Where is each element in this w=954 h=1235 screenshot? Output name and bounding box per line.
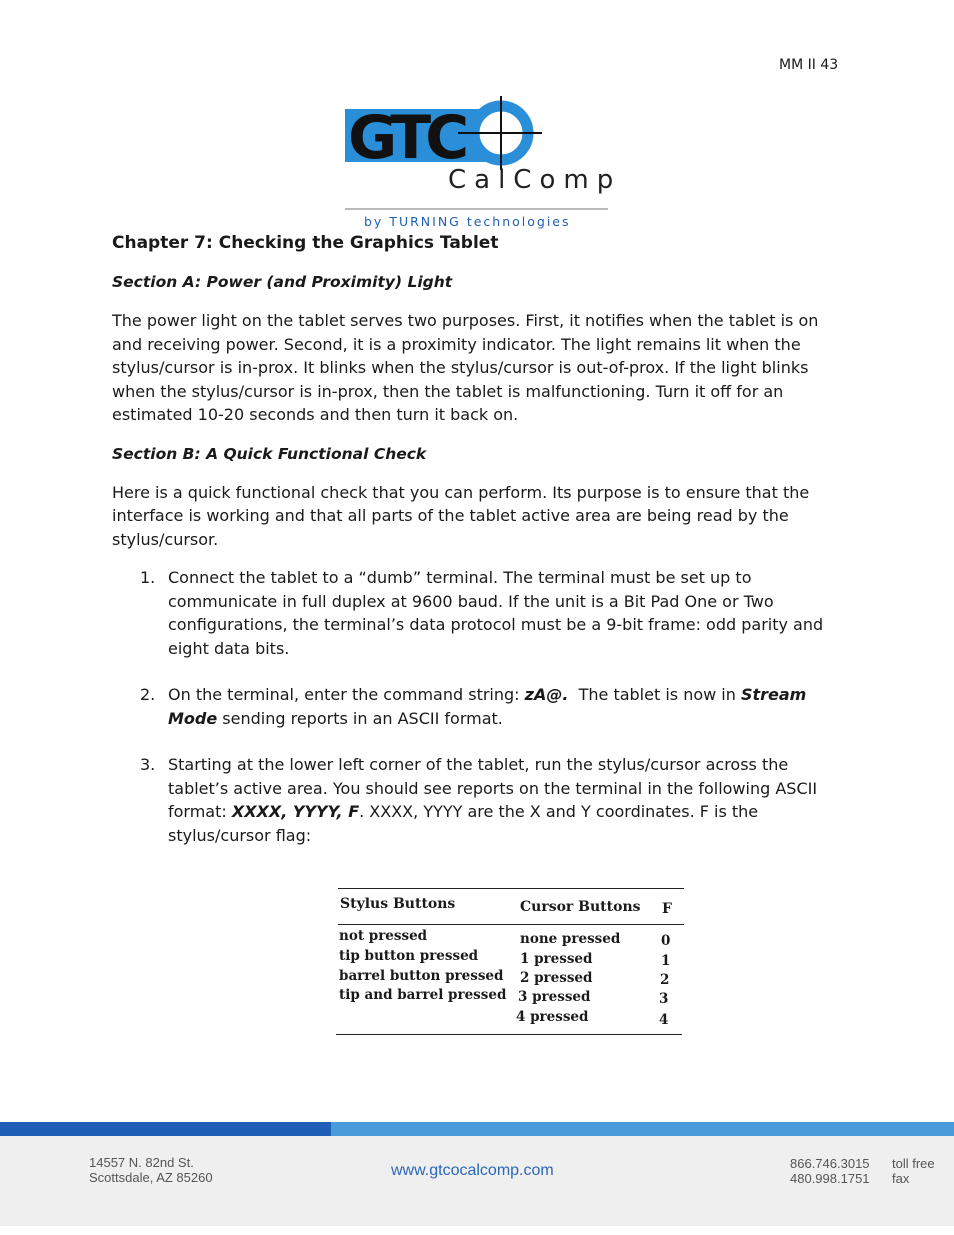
flag-cell: 2 <box>660 972 670 988</box>
page-footer <box>0 1122 954 1235</box>
flag-cell: 1 <box>661 953 671 969</box>
command-string: zA@. <box>524 685 569 704</box>
step-text: . XXXX, YYYY are the X and Y coordinates. F is the stylus/cursor flag: <box>168 802 759 845</box>
footer-website-link[interactable]: www.gtcocalcomp.com <box>391 1162 554 1179</box>
flag-cell: 0 <box>661 933 671 949</box>
cursor-cell: 4 pressed <box>516 1009 589 1025</box>
list-item <box>112 566 847 660</box>
document-body <box>112 231 847 847</box>
flag-cell: 3 <box>659 991 669 1007</box>
section-b-heading: Section B: A Quick Functional Check <box>112 444 427 463</box>
footer-phone-labels <box>892 1156 935 1186</box>
logo-letters: GTC <box>348 103 464 173</box>
address-line-1: 14557 N. 82nd St. <box>89 1155 194 1170</box>
footer-bar-dark <box>0 1122 331 1136</box>
stream-mode-label: Stream Mode <box>168 685 807 728</box>
flag-table <box>336 886 686 1044</box>
list-item <box>112 753 847 847</box>
page-number: MM II 43 <box>779 57 839 73</box>
cursor-cell: 1 pressed <box>520 951 593 967</box>
footer-address <box>89 1155 213 1185</box>
list-item <box>112 683 847 730</box>
stylus-cell: tip and barrel pressed <box>339 987 507 1003</box>
logo-brand: CalComp <box>448 165 615 195</box>
section-a-heading: Section A: Power (and Proximity) Light <box>112 273 453 291</box>
step-number: 2. <box>140 685 156 704</box>
step-number: 3. <box>140 755 156 774</box>
step-number: 1. <box>140 568 156 587</box>
steps-list <box>112 566 847 847</box>
phone-fax: 480.998.1751 <box>790 1171 870 1186</box>
header-stylus-buttons: Stylus Buttons <box>340 896 456 912</box>
address-line-2: Scottsdale, AZ 85260 <box>89 1170 213 1185</box>
step-text: sending reports in an ASCII format. <box>217 708 503 728</box>
table-rule-top <box>338 888 684 889</box>
step-text: On the terminal, enter the command string: <box>168 685 525 704</box>
chapter-title: Chapter 7: Checking the Graphics Tablet <box>112 233 499 253</box>
step-text: Connect the tablet to a “dumb” terminal. The terminal must be set up to communicate in full duplex at 9600 baud. If the unit is a Bit Pad One or Two configurations, the terminal’s data protocol must be a 9-bit frame: odd parity and eight data bits. <box>168 568 824 658</box>
section-a-paragraph: The power light on the tablet serves two purposes. First, it notifies when the tablet is on and receiving power. Second, it is a proximity indicator. The light remains lit when the stylus/cursor is in-prox. It blinks when the stylus/cursor is out-of-prox. If the light blinks when the stylus/cursor is in-prox, then the tablet is malfunctioning. Turn it off for an estimated 10-20 seconds and then turn it back on. <box>112 311 819 424</box>
phone-toll-free: 866.746.3015 <box>790 1156 870 1171</box>
step-text: Starting at the lower left corner of the tablet, run the stylus/cursor across the tablet’s active area. You should see reports on the terminal in the following ASCII format: <box>168 755 818 821</box>
cursor-cell: 2 pressed <box>520 970 593 986</box>
table-rule-header <box>338 924 684 925</box>
header-flag: F <box>662 901 672 917</box>
header-cursor-buttons: Cursor Buttons <box>520 899 641 915</box>
fax-label: fax <box>892 1171 910 1186</box>
footer-phones <box>790 1156 870 1186</box>
stylus-cell: tip button pressed <box>339 948 479 964</box>
cursor-cell: 3 pressed <box>518 989 591 1005</box>
table-rule-bottom <box>336 1034 682 1035</box>
report-format: XXXX, YYYY, F <box>231 802 360 821</box>
logo-graphic <box>340 96 615 231</box>
step-text: The tablet is now in <box>568 685 741 704</box>
stylus-cell: barrel button pressed <box>339 968 504 984</box>
cursor-cell: none pressed <box>520 931 621 947</box>
stylus-cell: not pressed <box>339 928 428 944</box>
toll-free-label: toll free <box>892 1156 935 1171</box>
gtco-calcomp-logo <box>340 96 615 231</box>
flag-cell: 4 <box>659 1012 669 1028</box>
footer-bottom-strip <box>0 1226 954 1235</box>
logo-tagline: by TURNING technologies <box>364 214 571 229</box>
footer-bar-light <box>331 1122 954 1136</box>
section-b-intro: Here is a quick functional check that you can perform. Its purpose is to ensure that the interface is working and that all parts of the tablet active area are being read by the stylus/cursor. <box>112 482 810 549</box>
